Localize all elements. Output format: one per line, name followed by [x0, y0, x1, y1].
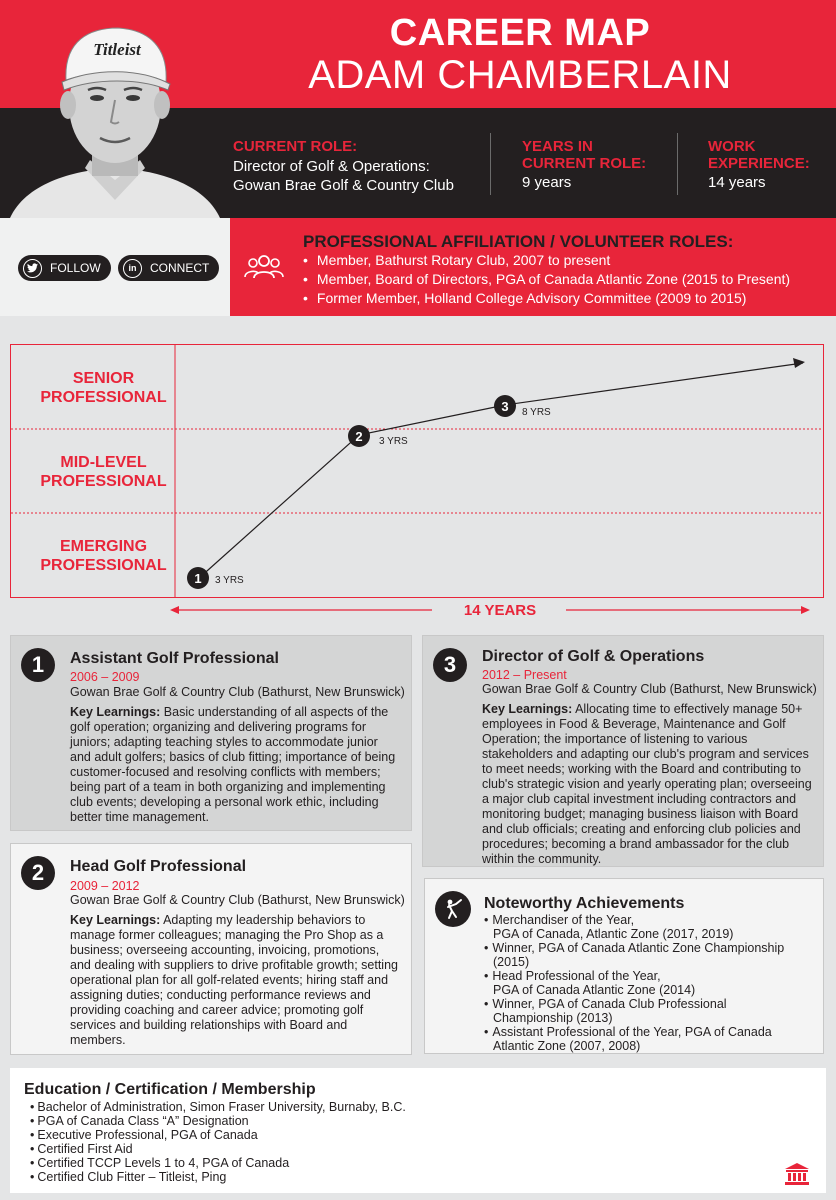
role-title: Assistant Golf Professional [70, 650, 279, 667]
person-name: ADAM CHAMBERLAIN [308, 53, 732, 97]
affiliation-item: • Member, Board of Directors, PGA of Canada Atlantic Zone (2015 to Present) [303, 270, 833, 289]
affiliation-item: • Former Member, Holland College Advisory Committee (2009 to 2015) [303, 289, 833, 308]
role-title: Director of Golf & Operations [482, 648, 705, 665]
work-experience-block [708, 138, 810, 192]
profile-photo [0, 0, 228, 218]
role-years: 2009 – 2012 [70, 879, 140, 893]
role-club: Gowan Brae Golf & Country Club (Bathurst, New Brunswick) [70, 893, 405, 907]
achievements-title: Noteworthy Achievements [484, 895, 685, 912]
trajectory-arrowhead [793, 358, 805, 368]
institution-icon [784, 1162, 810, 1186]
achievements-list [484, 913, 819, 1053]
connect-label: CONNECT [150, 261, 210, 275]
milestone-marker: 1 [187, 567, 209, 589]
role-club: Gowan Brae Golf & Country Club (Bathurst, New Brunswick) [482, 682, 817, 696]
role-card-2 [10, 843, 412, 1055]
role-club: Gowan Brae Golf & Country Club (Bathurst, New Brunswick) [70, 685, 405, 699]
education-item: • PGA of Canada Class “A” Designation [30, 1114, 406, 1128]
achievements-card [424, 878, 824, 1054]
role-card-3 [422, 635, 824, 867]
milestone-marker: 2 [348, 425, 370, 447]
role-learnings: Key Learnings: Allocating time to effectively manage 50+ employees in Food & Beverage, Maintenance and Golf Operation; the importance of listening to various stakeholders and adapting our club's program and services to meet needs; working with the Board and contributing to club's strategic vision and yearly operating plan; overseeing a major club capital investment including contractors and monitoring budget; managing business liaison with Board and club officials; creating and enforcing club policies and procedures; becoming a brand ambassador for the club within the community. [482, 702, 812, 866]
education-item: • Certified Club Fitter – Titleist, Ping [30, 1170, 406, 1184]
golfer-icon [435, 891, 471, 927]
milestone-duration: 3 YRS [215, 575, 244, 586]
achievement-item: • Merchandiser of the Year, PGA of Canada, Atlantic Zone (2017, 2019) [484, 913, 819, 941]
education-item: • Executive Professional, PGA of Canada [30, 1128, 406, 1142]
years-label-line2: CURRENT ROLE: [522, 155, 647, 172]
career-chart [10, 344, 824, 598]
header-divider [677, 133, 678, 195]
role-number: 2 [21, 856, 55, 890]
work-value: 14 years [708, 174, 766, 191]
achievement-item: • Head Professional of the Year, PGA of Canada Atlantic Zone (2014) [484, 969, 819, 997]
milestone-marker: 3 [494, 395, 516, 417]
achievement-item: • Winner, PGA of Canada Club Professional Championship (2013) [484, 997, 819, 1025]
role-learnings: Key Learnings: Basic understanding of all aspects of the golf operation; organizing and delivering programs for juniors; adapting teaching styles to accommodate junior and adult golfers; basics of club fitting; importance of being customer-focused and resolving conflicts with members; being part of a team in both organizing and implementing club events; developing a personal work ethic, including better time management. [70, 705, 396, 824]
current-role-line1: Director of Golf & Operations: [233, 158, 430, 175]
education-section [10, 1068, 826, 1193]
follow-button[interactable] [18, 255, 111, 281]
education-item: • Certified TCCP Levels 1 to 4, PGA of Canada [30, 1156, 406, 1170]
level-mid: MID-LEVEL PROFESSIONAL [40, 454, 167, 490]
level-emerging: EMERGING PROFESSIONAL [40, 538, 167, 574]
role-number: 1 [21, 648, 55, 682]
affiliation-title: PROFESSIONAL AFFILIATION / VOLUNTEER ROLES: [303, 232, 734, 251]
follow-label: FOLLOW [50, 261, 101, 275]
role-years: 2006 – 2009 [70, 670, 140, 684]
people-icon [244, 252, 284, 287]
milestone-duration: 3 YRS [379, 436, 408, 447]
current-role-block [233, 138, 454, 195]
education-item: • Certified First Aid [30, 1142, 406, 1156]
linkedin-icon: in [123, 259, 142, 278]
current-role-label: CURRENT ROLE: [233, 138, 358, 155]
achievement-item: • Assistant Professional of the Year, PGA of Canada Atlantic Zone (2007, 2008) [484, 1025, 819, 1053]
role-card-1 [10, 635, 412, 831]
years-value: 9 years [522, 174, 572, 191]
years-label-line1: YEARS IN [522, 138, 593, 155]
affiliation-item: • Member, Bathurst Rotary Club, 2007 to present [303, 251, 833, 270]
header-divider [490, 133, 491, 195]
years-in-role-block [522, 138, 646, 192]
current-role-line2: Gowan Brae Golf & Country Club [233, 177, 454, 194]
education-title: Education / Certification / Membership [24, 1081, 316, 1098]
total-years-label: 14 YEARS [463, 602, 537, 619]
achievement-item: • Winner, PGA of Canada Atlantic Zone Championship (2015) [484, 941, 819, 969]
page-title: CAREER MAP [389, 12, 651, 54]
education-item: • Bachelor of Administration, Simon Fraser University, Burnaby, B.C. [30, 1100, 406, 1114]
level-senior: SENIOR PROFESSIONAL [40, 370, 167, 406]
work-label-line1: WORK [708, 138, 756, 155]
education-list [30, 1100, 406, 1184]
role-title: Head Golf Professional [70, 858, 247, 875]
twitter-icon [23, 259, 42, 278]
role-learnings: Key Learnings: Adapting my leadership behaviors to manage former colleagues; managing the Pro Shop as a business; overseeing accounting, invoicing, promotions, and dealing with suppliers to drive profitable growth; setting operational plan for all golf-related events; hiring staff and assigning duties; conducting performance reviews and providing coaching and career advice; promoting golf services and building relationships with Board and members. [70, 913, 398, 1047]
cap-logo-text: Titleist [93, 40, 141, 59]
milestone-duration: 8 YRS [522, 407, 551, 418]
role-years: 2012 – Present [482, 668, 567, 682]
role-number: 3 [433, 648, 467, 682]
work-label-line2: EXPERIENCE: [708, 155, 810, 172]
affiliation-list [303, 251, 833, 308]
connect-button[interactable] [118, 255, 219, 281]
